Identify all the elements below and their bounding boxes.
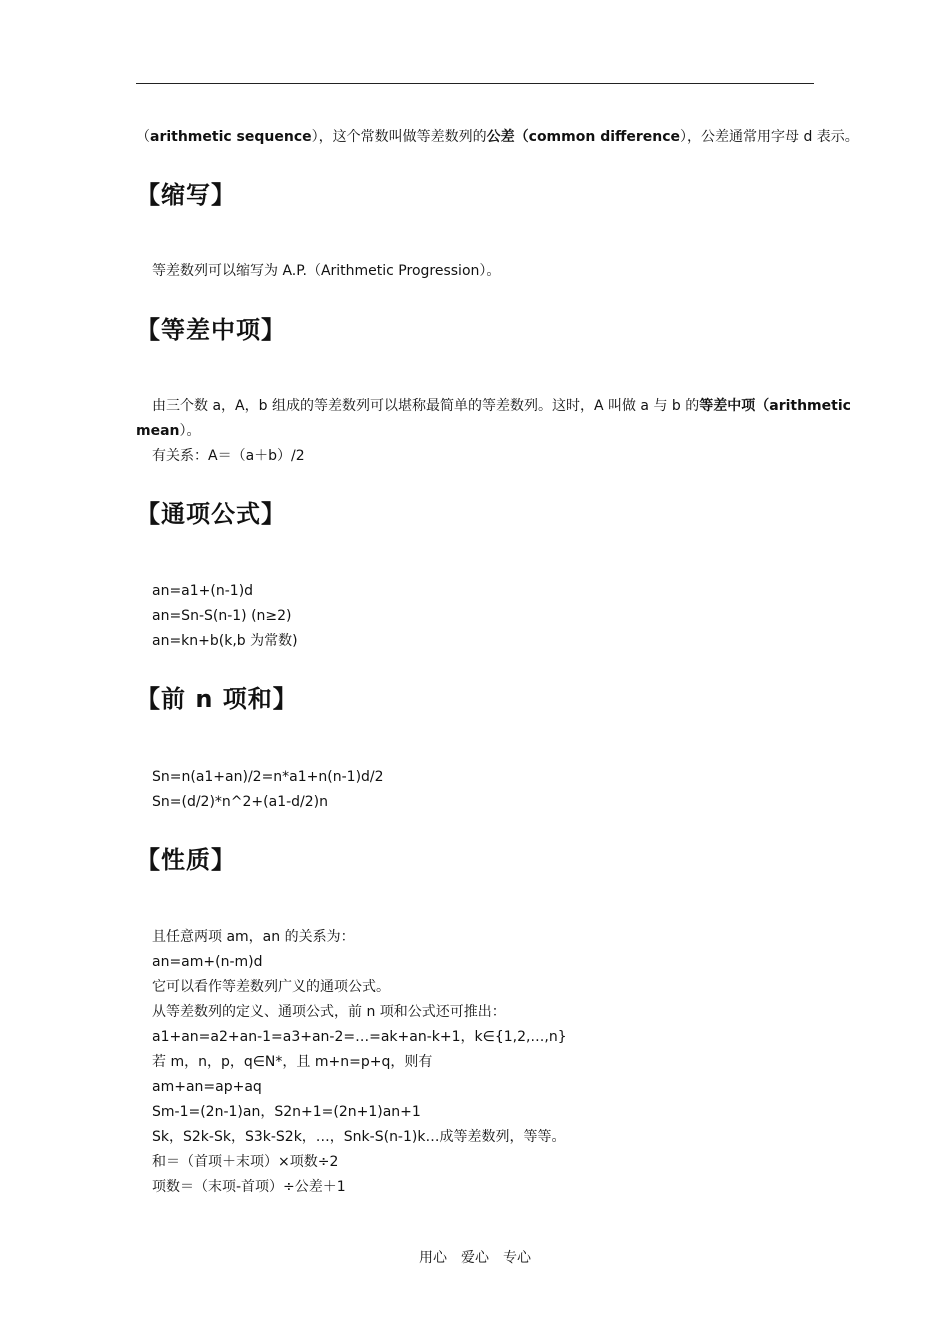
mean-term-bold: 等差中项（arithmetic — [699, 398, 851, 414]
intro-term-arithmetic-sequence: arithmetic sequence — [150, 129, 312, 145]
heading-abbreviation: 【缩写】 — [136, 181, 236, 209]
general-formula-2: an=Sn-S(n-1) (n≥2) — [152, 608, 292, 624]
mean-text: ）。 — [179, 423, 201, 439]
abbreviation-text: 等差数列可以缩写为 A.P.（Arithmetic Progression）。 — [152, 263, 501, 279]
sum-formula-2: Sn=(d/2)*n^2+(a1-d/2)n — [152, 794, 329, 810]
mean-line-1 — [152, 395, 851, 417]
page-footer: 用心 爱心 专心 — [419, 1250, 531, 1266]
sum-formula-1: Sn=n(a1+an)/2=n*a1+n(n-1)d/2 — [152, 769, 384, 785]
intro-term-common-difference: 公差（common difference — [486, 129, 681, 145]
heading-arithmetic-mean: 【等差中项】 — [136, 316, 286, 344]
mean-text: 由三个数 a，A，b 组成的等差数列可以堪称最简单的等差数列。这时，A 叫做 a 与 b 的 — [152, 398, 700, 414]
heading-partial-sum: 【前 n 项和】 — [136, 685, 298, 713]
intro-text: ），这个常数叫做等差数列的 — [311, 129, 487, 145]
header-rule — [136, 83, 814, 84]
property-line-11: 项数＝（末项-首项）÷公差＋1 — [152, 1179, 346, 1195]
heading-properties: 【性质】 — [136, 846, 236, 874]
property-line-2: an=am+(n-m)d — [152, 954, 263, 970]
property-line-7: am+an=ap+aq — [152, 1079, 262, 1095]
intro-text: ），公差通常用字母 d 表示。 — [680, 129, 859, 145]
property-line-9: Sk，S2k-Sk，S3k-S2k，…，Snk-S(n-1)k…成等差数列，等等。 — [152, 1129, 566, 1145]
mean-line-2 — [136, 420, 201, 442]
general-formula-1: an=a1+(n-1)d — [152, 583, 254, 599]
property-line-10: 和＝（首项＋末项）×项数÷2 — [152, 1154, 339, 1170]
general-formula-3: an=kn+b(k,b 为常数) — [152, 633, 298, 649]
property-line-4: 从等差数列的定义、通项公式，前 n 项和公式还可推出： — [152, 1004, 506, 1020]
intro-text: （ — [136, 129, 150, 145]
property-line-5: a1+an=a2+an-1=a3+an-2=…=ak+an-k+1，k∈{1,2,…,n} — [152, 1029, 567, 1045]
mean-formula: 有关系：A＝（a＋b）/2 — [152, 448, 305, 464]
mean-term-bold: mean — [136, 423, 180, 439]
property-line-3: 它可以看作等差数列广义的通项公式。 — [152, 979, 390, 995]
intro-paragraph — [136, 126, 859, 148]
property-line-1: 且任意两项 am，an 的关系为： — [152, 929, 355, 945]
property-line-6: 若 m，n，p，q∈N*，且 m+n=p+q，则有 — [152, 1054, 433, 1070]
heading-general-term: 【通项公式】 — [136, 500, 286, 528]
property-line-8: Sm-1=(2n-1)an，S2n+1=(2n+1)an+1 — [152, 1104, 421, 1120]
